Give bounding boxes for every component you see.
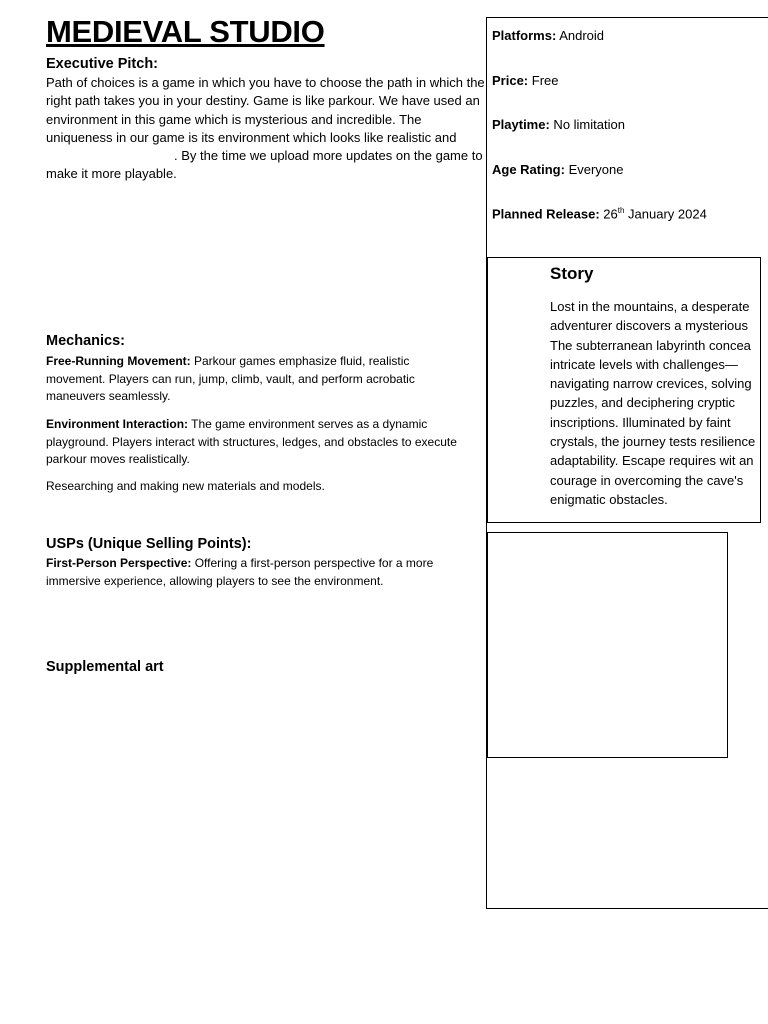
mechanics-note: Researching and making new materials and models. bbox=[46, 479, 325, 493]
story-line: enigmatic obstacles. bbox=[550, 491, 668, 507]
supplemental-art-heading: Supplemental art bbox=[46, 659, 164, 675]
story-line: inscriptions. Illuminated by faint bbox=[550, 414, 731, 430]
mechanics-heading: Mechanics: bbox=[46, 333, 125, 349]
executive-pitch-heading: Executive Pitch: bbox=[46, 56, 159, 72]
story-line: navigating narrow crevices, solving bbox=[550, 376, 752, 392]
mechanic-description: The game environment serves as a dynamic playground. Players interact with structures, ledges, and obstacles to execute parkour moves realistically. bbox=[46, 417, 457, 467]
pitch-text-part-1: Path of choices is a game in which you have to choose the path in which the right path takes you in your destiny. Game is like parkour. We have used an environment in this game which is mysterious and incredible. The uniqueness in our game is its environment which looks like realistic and bbox=[46, 75, 485, 145]
usps-heading: USPs (Unique Selling Points): bbox=[46, 536, 252, 552]
executive-pitch-text bbox=[46, 74, 491, 184]
release-day: 26 bbox=[599, 206, 618, 222]
age-rating-info bbox=[492, 162, 624, 177]
price-info bbox=[492, 73, 558, 88]
story-line: crystals, the journey tests resilience bbox=[550, 434, 756, 450]
usp-description: Offering a first-person perspective for a more immersive experience, allowing players to see the environment. bbox=[46, 556, 434, 588]
age-rating-label: Age Rating: bbox=[492, 162, 565, 177]
usp-term: First-Person Perspective: bbox=[46, 556, 192, 570]
platforms-info bbox=[492, 28, 604, 43]
page-title: MEDIEVAL STUDIO bbox=[46, 14, 325, 49]
story-text bbox=[550, 297, 761, 509]
story-line: intricate levels with challenges— bbox=[550, 356, 738, 372]
story-line: The subterranean labyrinth concea bbox=[550, 337, 751, 353]
pitch-text-part-2: . By the time we upload more updates on the game to make it more playable. bbox=[46, 148, 483, 182]
story-line: puzzles, and deciphering cryptic bbox=[550, 395, 735, 411]
usp-first-person bbox=[46, 555, 471, 590]
planned-release-info bbox=[492, 206, 707, 221]
art-placeholder-frame bbox=[487, 532, 728, 758]
mechanic-description: Parkour games emphasize fluid, realistic movement. Players can run, jump, climb, vault, and perform acrobatic maneuvers seamlessly. bbox=[46, 354, 415, 404]
story-line: Lost in the mountains, a desperate bbox=[550, 299, 750, 314]
mechanic-free-running bbox=[46, 353, 466, 406]
release-day-suffix: th bbox=[617, 206, 625, 215]
price-label: Price: bbox=[492, 73, 529, 88]
mechanic-environment-interaction bbox=[46, 416, 466, 469]
price-value: Free bbox=[528, 73, 559, 88]
release-month-year: January 2024 bbox=[624, 206, 707, 222]
platforms-label: Platforms: bbox=[492, 28, 557, 43]
story-heading: Story bbox=[550, 264, 594, 283]
planned-release-label: Planned Release: bbox=[492, 206, 600, 222]
story-line: adventurer discovers a mysterious bbox=[550, 318, 748, 334]
platforms-value: Android bbox=[556, 28, 604, 43]
mechanic-term: Free-Running Movement: bbox=[46, 354, 191, 368]
playtime-value: No limitation bbox=[549, 117, 625, 132]
story-line: adaptability. Escape requires wit an bbox=[550, 453, 754, 469]
story-box bbox=[487, 257, 761, 523]
playtime-label: Playtime: bbox=[492, 117, 550, 132]
mechanic-term: Environment Interaction: bbox=[46, 417, 189, 431]
age-rating-value: Everyone bbox=[564, 162, 624, 177]
playtime-info bbox=[492, 117, 625, 132]
story-line: courage in overcoming the cave's bbox=[550, 472, 744, 488]
